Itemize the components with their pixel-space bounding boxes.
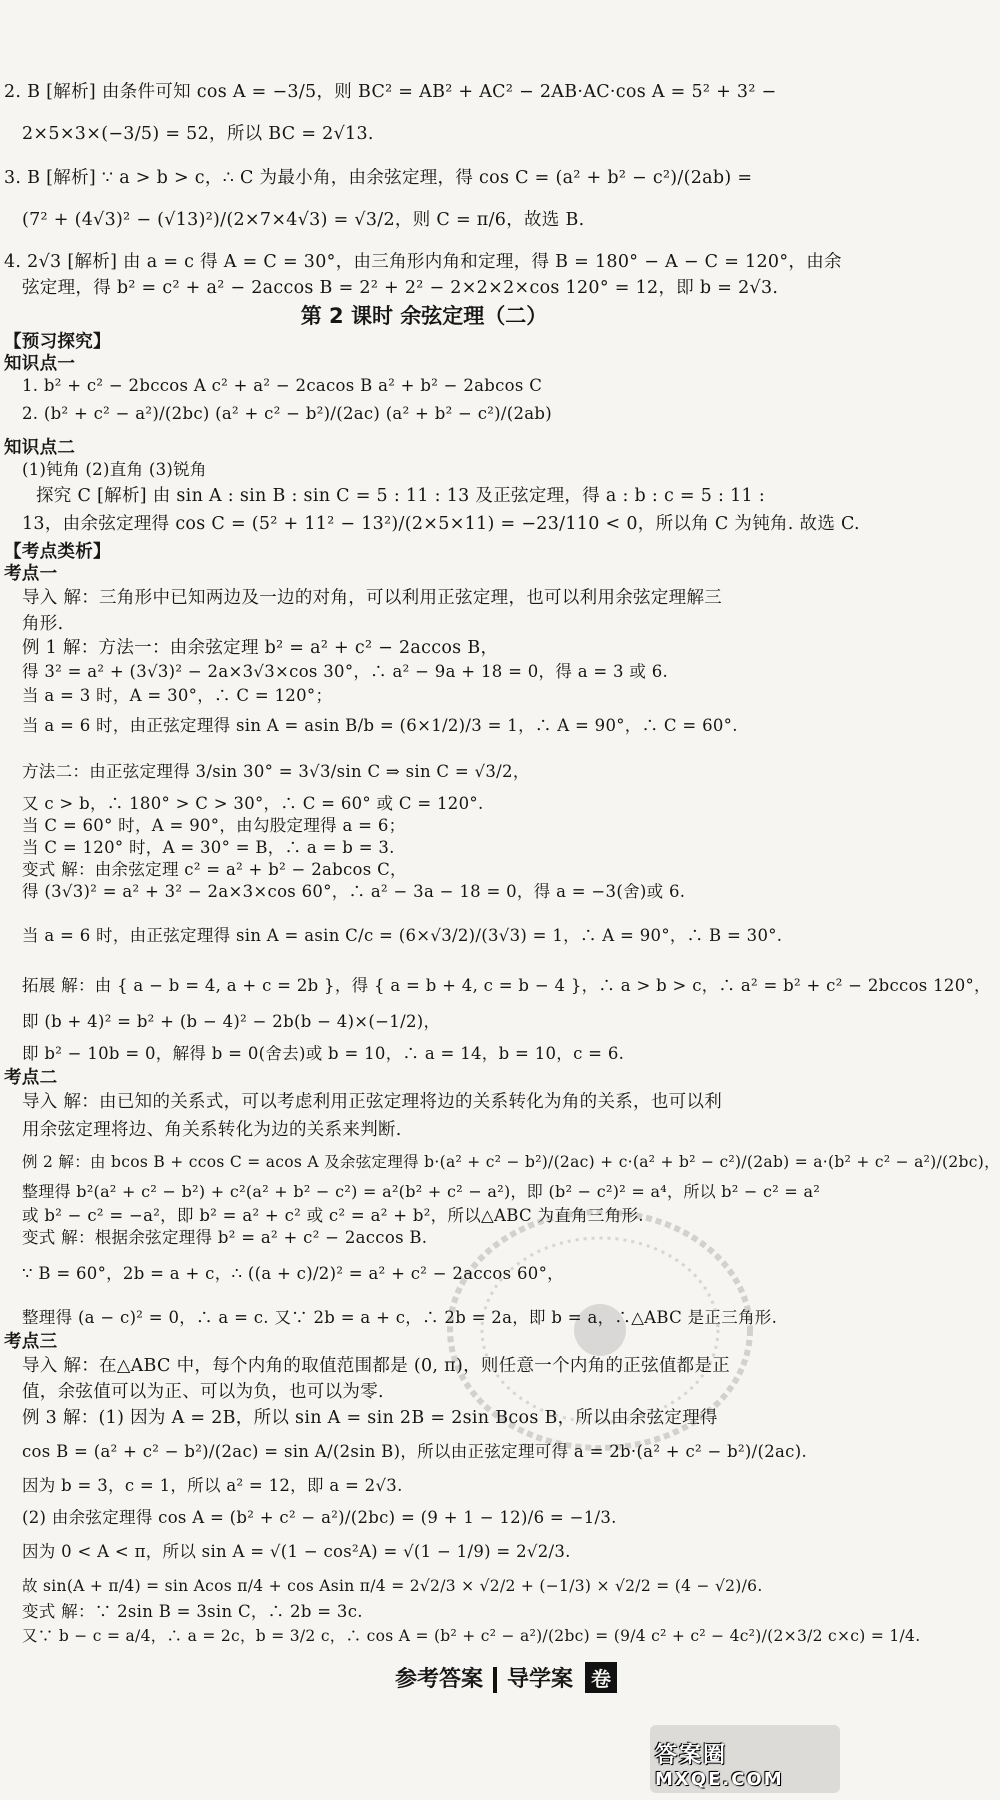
- solution-line: 当 a = 3 时，A = 30°，∴ C = 120°；: [22, 686, 333, 705]
- solution-line: 2. B [解析] 由条件可知 cos A = −3/5，则 BC² = AB² + AC² − 2AB·AC·cos A = 5² + 3² −: [4, 82, 777, 102]
- solution-line: 弦定理，得 b² = c² + a² − 2accos B = 2² + 2² − 2×2×2×cos 120° = 12，即 b = 2√3.: [22, 278, 779, 298]
- solution-line: 用余弦定理将边、角关系转化为边的关系来判断.: [22, 1120, 402, 1140]
- solution-line: 得 (3√3)² = a² + 3² − 2a×3×cos 60°，∴ a² − 3a − 18 = 0，得 a = −3(舍)或 6.: [22, 882, 686, 901]
- solution-line: (1)钝角 (2)直角 (3)锐角: [22, 460, 207, 479]
- solution-line: ∵ B = 60°，2b = a + c，∴ ((a + c)/2)² = a² + c² − 2accos 60°，: [22, 1264, 564, 1283]
- solution-line: 例 1 解：方法一：由余弦定理 b² = a² + c² − 2accos B，: [22, 638, 499, 658]
- solution-line: 变式 解：根据余弦定理得 b² = a² + c² − 2accos B.: [22, 1228, 428, 1247]
- footer-divider: [493, 1667, 497, 1693]
- solution-line: (2) 由余弦定理得 cos A = (b² + c² − a²)/(2bc) = (9 + 1 − 12)/6 = −1/3.: [22, 1508, 617, 1527]
- solution-line: 又∵ b − c = a/4，∴ a = 2c，b = 3/2 c，∴ cos A = (b² + c² − a²)/(2bc) = (9/4 c² + c² − 4c²)/(2×3/2 c×c) = 1/4.: [22, 1627, 921, 1645]
- solution-line: 2×5×3×(−3/5) = 52，所以 BC = 2√13.: [22, 124, 374, 144]
- subsection-heading: 考点三: [4, 1332, 58, 1352]
- solution-line: 探究 C [解析] 由 sin A : sin B : sin C = 5 : 11 : 13 及正弦定理，得 a : b : c = 5 : 11 :: [36, 486, 766, 506]
- solution-line: 导入 解：在△ABC 中，每个内角的取值范围都是 (0, π)，则任意一个内角的正弦值都是正: [22, 1356, 731, 1376]
- solution-line: 当 a = 6 时，由正弦定理得 sin A = asin B/b = (6×1/2)/3 = 1，∴ A = 90°，∴ C = 60°.: [22, 716, 738, 735]
- solution-line: 3. B [解析] ∵ a > b > c，∴ C 为最小角，由余弦定理，得 cos C = (a² + b² − c²)/(2ab) =: [4, 168, 753, 188]
- solution-line: 角形.: [22, 614, 64, 634]
- watermark-text: 答案圈 MXQE.COM: [655, 1743, 784, 1790]
- section-heading: 【预习探究】: [4, 332, 111, 352]
- solution-line: 导入 解：由已知的关系式，可以考虑利用正弦定理将边的关系转化为角的关系，也可以利: [22, 1092, 723, 1112]
- subsection-heading: 知识点二: [4, 438, 76, 458]
- solution-line: 例 2 解：由 bcos B + ccos C = acos A 及余弦定理得 b·(a² + c² − b²)/(2ac) + c·(a² + b² − c²)/(2ab) = a·(b² + c² − a²)/(2bc)，: [22, 1153, 1000, 1171]
- solution-line: 1. b² + c² − 2bccos A c² + a² − 2cacos B a² + b² − 2abcos C: [22, 376, 543, 395]
- page-footer: [395, 1662, 617, 1693]
- solution-line: 拓展 解：由 { a − b = 4, a + c = 2b }，得 { a = b + 4, c = b − 4 }，∴ a > b > c，∴ a² = b² + c² − 2bccos 120°，: [22, 976, 991, 995]
- solution-line: 整理得 b²(a² + c² − b²) + c²(a² + b² − c²) = a²(b² + c² − a²)，即 (b² − c²)² = a⁴，所以 b² − c² = a²: [22, 1182, 821, 1201]
- solution-line: 当 a = 6 时，由正弦定理得 sin A = asin C/c = (6×√3/2)/(3√3) = 1，∴ A = 90°，∴ B = 30°.: [22, 926, 783, 945]
- solution-line: 变式 解：∵ 2sin B = 3sin C，∴ 2b = 3c.: [22, 1602, 363, 1621]
- subsection-heading: 知识点一: [4, 354, 76, 374]
- subsection-heading: 考点一: [4, 564, 58, 584]
- solution-line: 当 C = 120° 时，A = 30° = B，∴ a = b = 3.: [22, 838, 395, 857]
- solution-line: 变式 解：由余弦定理 c² = a² + b² − 2abcos C，: [22, 860, 407, 879]
- solution-line: 例 3 解：(1) 因为 A = 2B，所以 sin A = sin 2B = 2sin Bcos B，所以由余弦定理得: [22, 1408, 718, 1428]
- solution-line: 故 sin(A + π/4) = sin Acos π/4 + cos Asin π/4 = 2√2/3 × √2/2 + (−1/3) × √2/2 = (4 − √2)/6.: [22, 1577, 763, 1595]
- solution-line: (7² + (4√3)² − (√13)²)/(2×7×4√3) = √3/2，则 C = π/6，故选 B.: [22, 210, 585, 230]
- solution-line: 即 (b + 4)² = b² + (b − 4)² − 2b(b − 4)×(−1/2)，: [22, 1012, 441, 1031]
- solution-line: 当 C = 60° 时，A = 90°，由勾股定理得 a = 6；: [22, 816, 406, 835]
- solution-line: cos B = (a² + c² − b²)/(2ac) = sin A/(2sin B)，所以由正弦定理可得 a = 2b·(a² + c² − b²)/(2ac).: [22, 1442, 807, 1461]
- solution-line: 即 b² − 10b = 0，解得 b = 0(舍去)或 b = 10，∴ a = 14，b = 10，c = 6.: [22, 1044, 625, 1063]
- subsection-heading: 考点二: [4, 1068, 58, 1088]
- footer-tag: 卷: [585, 1662, 617, 1693]
- solution-line: 因为 0 < A < π，所以 sin A = √(1 − cos²A) = √(1 − 1/9) = 2√2/3.: [22, 1542, 571, 1561]
- footer-guide-label: 导学案: [507, 1667, 574, 1692]
- solution-line: 13，由余弦定理得 cos C = (5² + 11² − 13²)/(2×5×11) = −23/110 < 0，所以角 C 为钝角. 故选 C.: [22, 514, 860, 534]
- solution-line: 或 b² − c² = −a²，即 b² = a² + c² 或 c² = a² + b²，所以△ABC 为直角三角形.: [22, 1206, 644, 1225]
- solution-line: 值，余弦值可以为正、可以为负，也可以为零.: [22, 1382, 384, 1402]
- solution-line: 又 c > b，∴ 180° > C > 30°，∴ C = 60° 或 C = 120°.: [22, 794, 484, 813]
- solution-line: 因为 b = 3，c = 1，所以 a² = 12，即 a = 2√3.: [22, 1476, 403, 1495]
- solution-line: 4. 2√3 [解析] 由 a = c 得 A = C = 30°，由三角形内角和定理，得 B = 180° − A − C = 120°，由余: [4, 252, 842, 272]
- solution-line: 2. (b² + c² − a²)/(2bc) (a² + c² − b²)/(2ac) (a² + b² − c²)/(2ab): [22, 404, 553, 423]
- section-heading: 【考点类析】: [4, 542, 111, 562]
- solution-line: 整理得 (a − c)² = 0，∴ a = c. 又∵ 2b = a + c，∴ 2b = 2a，即 b = a，∴△ABC 是正三角形.: [22, 1308, 778, 1327]
- footer-reference-label: 参考答案: [395, 1667, 484, 1692]
- solution-line: 得 3² = a² + (3√3)² − 2a×3√3×cos 30°，∴ a² − 9a + 18 = 0，得 a = 3 或 6.: [22, 662, 669, 681]
- solution-line: 方法二：由正弦定理得 3/sin 30° = 3√3/sin C ⇒ sin C = √3/2，: [22, 762, 530, 781]
- solution-line: 导入 解：三角形中已知两边及一边的对角，可以利用正弦定理，也可以利用余弦定理解三: [22, 588, 723, 608]
- lesson-title: 第 2 课时 余弦定理（二）: [300, 304, 548, 328]
